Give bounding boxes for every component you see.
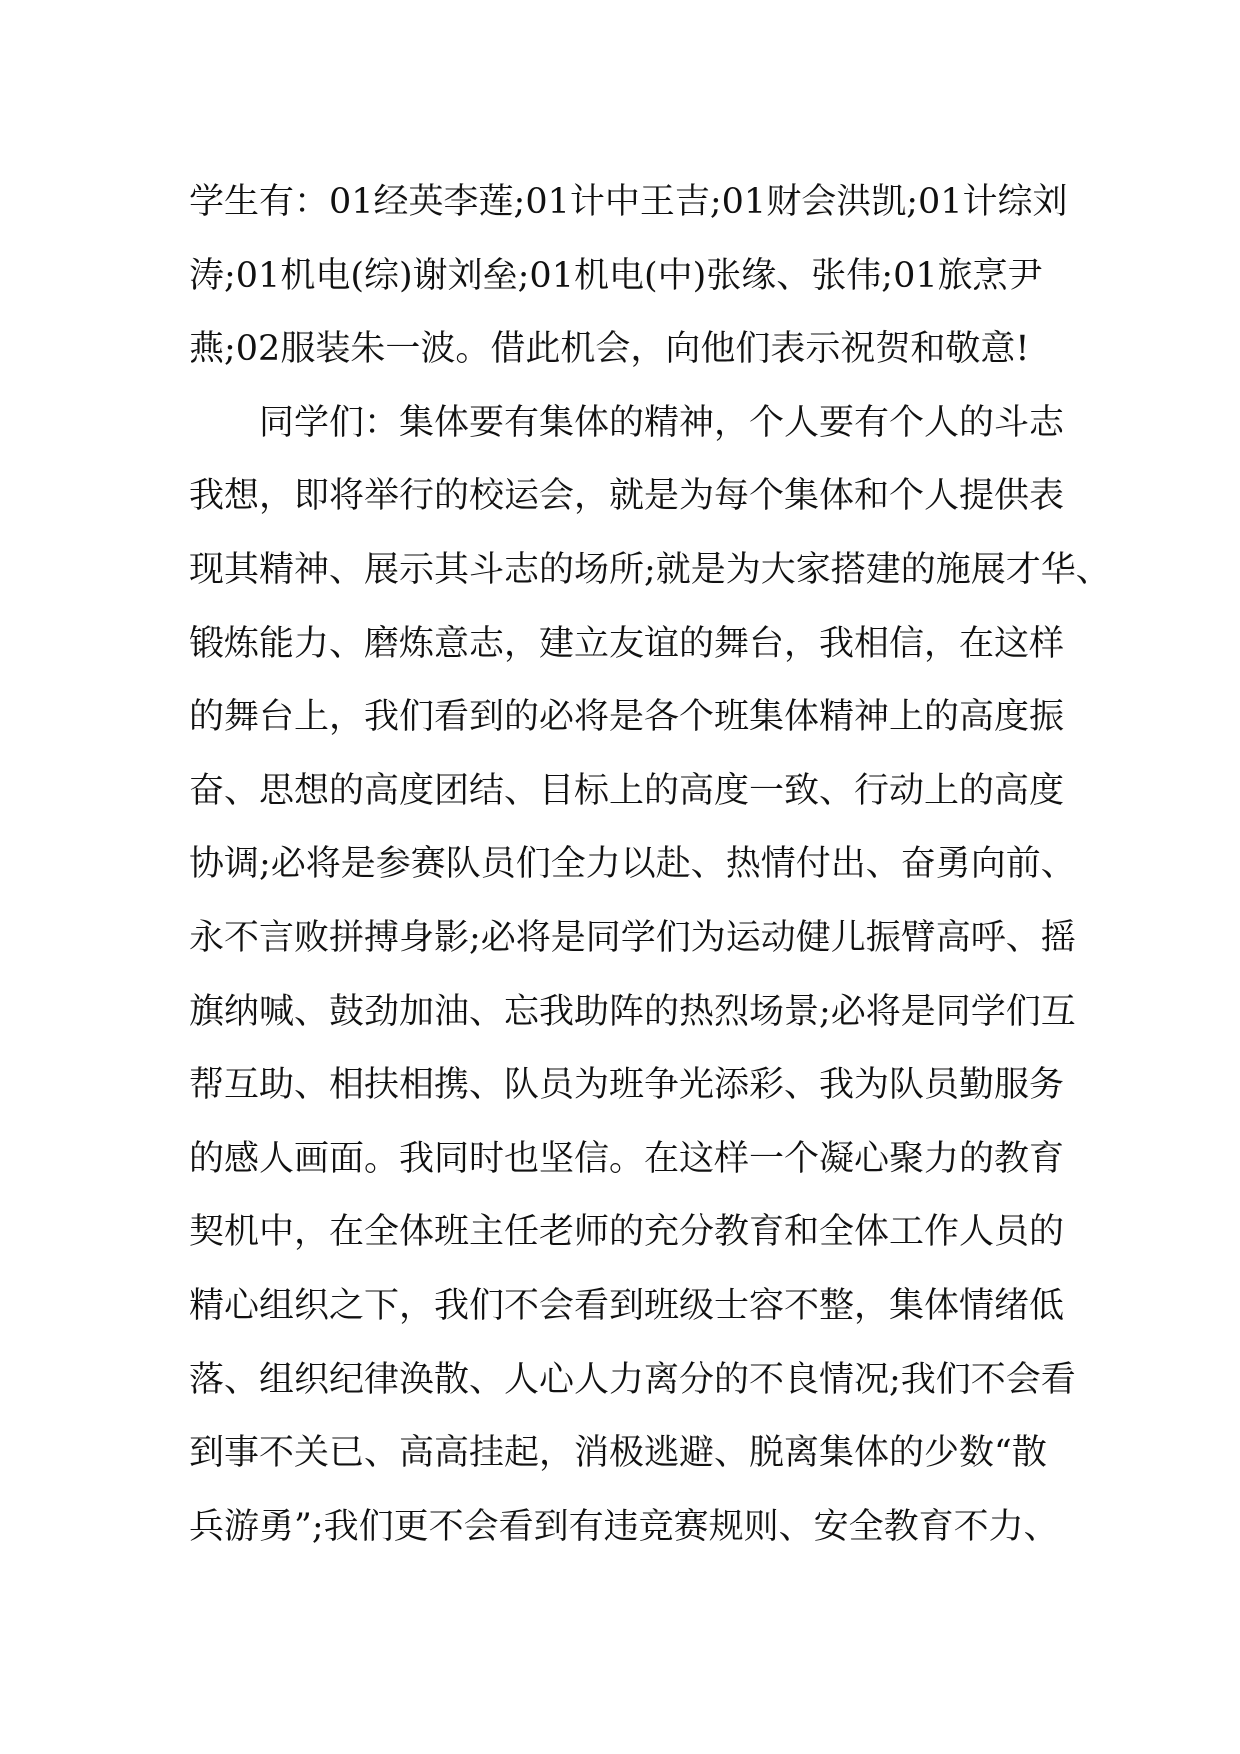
text-line: 到事不关已、高高挂起，消极逃避、脱离集体的少数“散 <box>189 1433 1047 1474</box>
text-line: 旗纳喊、鼓劲加油、忘我助阵的热烈场景;必将是同学们互 <box>189 991 1076 1032</box>
text-line: 的舞台上，我们看到的必将是各个班集体精神上的高度振 <box>189 697 1065 738</box>
text-line: 学生有：01经英李莲;01计中王吉;01财会洪凯;01计综刘 <box>189 182 1068 222</box>
paragraph-start-line: 同学们：集体要有集体的精神，个人要有个人的斗志 <box>189 402 1065 443</box>
text-line: 涛;01机电(综)谢刘垒;01机电(中)张缘、张伟;01旅烹尹 <box>189 255 1043 296</box>
text-line: 精心组织之下，我们不会看到班级士容不整，集体情绪低 <box>189 1285 1065 1326</box>
text-line: 的感人画面。我同时也坚信。在这样一个凝心聚力的教育 <box>189 1138 1065 1179</box>
text-line: 落、组织纪律涣散、人心人力离分的不良情况;我们不会看 <box>189 1359 1076 1400</box>
text-line: 帮互助、相扶相携、队员为班争光添彩、我为队员勤服务 <box>189 1065 1065 1106</box>
text-line: 永不言败拼搏身影;必将是同学们为运动健儿振臂高呼、摇 <box>189 917 1076 958</box>
text-line: 契机中，在全体班主任老师的充分教育和全体工作人员的 <box>189 1212 1065 1253</box>
text-line: 协调;必将是参赛队员们全力以赴、热情付出、奋勇向前、 <box>189 844 1076 885</box>
text-line: 我想，即将举行的校运会，就是为每个集体和个人提供表 <box>189 476 1065 517</box>
text-line: 兵游勇”;我们更不会看到有违竞赛规则、安全教育不力、 <box>189 1506 1059 1547</box>
text-line: 奋、思想的高度团结、目标上的高度一致、行动上的高度 <box>189 770 1065 811</box>
text-line: 锻炼能力、磨炼意志，建立友谊的舞台，我相信，在这样 <box>189 623 1065 664</box>
body-text <box>189 166 1111 1564</box>
text-line: 现其精神、展示其斗志的场所;就是为大家搭建的施展才华、 <box>189 549 1111 590</box>
text-line: 燕;02服装朱一波。借此机会，向他们表示祝贺和敬意! <box>189 329 1030 370</box>
